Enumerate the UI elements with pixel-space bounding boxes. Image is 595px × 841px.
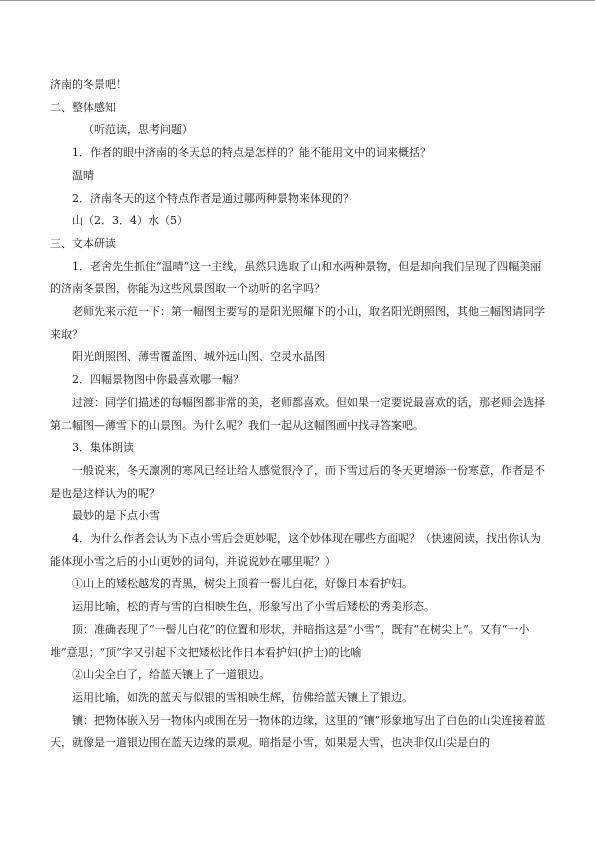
- paragraph-17: 4．为什么作者会认为下点小雪后会更妙呢，这个妙体现在哪些方面呢？（快速阅读，找出你认为能体现小雪之后的小山更妙的词句，并说说妙在哪里呢？）: [50, 532, 541, 568]
- question-1: 1．作者的眼中济南的冬天总的特点是怎样的？能不能用文中的词来概括？: [72, 146, 431, 160]
- paragraph-21: ②山尖全白了，给蓝天镶上了一道银边。: [72, 668, 270, 682]
- answer-2: 山（2．3．4）水（5）: [72, 214, 188, 228]
- paragraph-22: 运用比喻，如洗的蓝天与似银的雪相映生辉，仿佛给蓝天镶上了银边。: [72, 690, 413, 704]
- header-rule: [0, 0, 595, 1]
- paragraph-11: 阳光朗照图、薄雪覆盖图、城外远山图、空灵水晶图: [72, 350, 325, 364]
- question-2: 2．济南冬天的这个特点作者是通过哪两种景物来体现的？: [72, 191, 354, 205]
- paragraph-03: （听范读，思考问题）: [83, 123, 193, 137]
- paragraph-18: ①山上的矮松越发的青黑，树尖上顶着一髻儿白花，好像日本看护妇。: [72, 577, 413, 591]
- paragraph-10: 老师先来示范一下：第一幅图主要写的是阳光照耀下的小山，取名阳光朗照图，其他三幅图请同学来取？: [50, 305, 545, 341]
- paragraph-16: 最妙的是下点小雪: [72, 509, 160, 523]
- paragraph-12: 2．四幅景物图中你最喜欢哪一幅？: [72, 373, 244, 387]
- paragraph-09: 1．老舍先生抓住“温晴”这一主线，虽然只选取了山和水两种景物，但是却向我们呈现了四幅美丽的济南冬景图，你能为这些风景图取一个动听的名字吗？: [50, 259, 542, 296]
- paragraph-13: 过渡：同学们描述的每幅图都非常的美，老师都喜欢。但如果一定要说最喜欢的话，那老师会选择第二幅图—薄雪下的山景图。为什么呢？我们一起从这幅图画中找寻答案吧。: [50, 395, 545, 432]
- paragraph-23: 镶：把物体嵌入另一物体内或围在另一物体的边缘，这里的“镶”形象地写出了白色的山尖连接着蓝天，就像是一道银边围在蓝天边缘的景观。暗指是小雪，如果是大雪，也决非仅山尖是白的: [50, 713, 546, 750]
- paragraph-19: 运用比喻，松的青与雪的白相映生色，形象写出了小雪后矮松的秀美形态。: [72, 600, 435, 614]
- paragraph-15: 一般说来，冬天凛冽的寒风已经让给人感觉很冷了，而下雪过后的冬天更增添一份寒意，作者是不是也是这样认为的呢？: [50, 463, 545, 500]
- answer-1: 温晴: [72, 168, 94, 182]
- section-heading-overall: 二、整体感知: [50, 100, 116, 114]
- section-heading-reading: 三、文本研读: [50, 236, 116, 250]
- document-body: [50, 74, 546, 755]
- paragraph-14: 3．集体朗读: [72, 441, 134, 455]
- paragraph-20: 顶：准确表现了“一髻儿白花”的位置和形状，并暗指这是“小雪”，既有“在树尖上”。又有“一小堆”意思；“顶”字又引起下文把矮松比作日本看护妇(护士)的比喻: [50, 622, 530, 659]
- paragraph-01: 济南的冬景吧！: [50, 78, 127, 91]
